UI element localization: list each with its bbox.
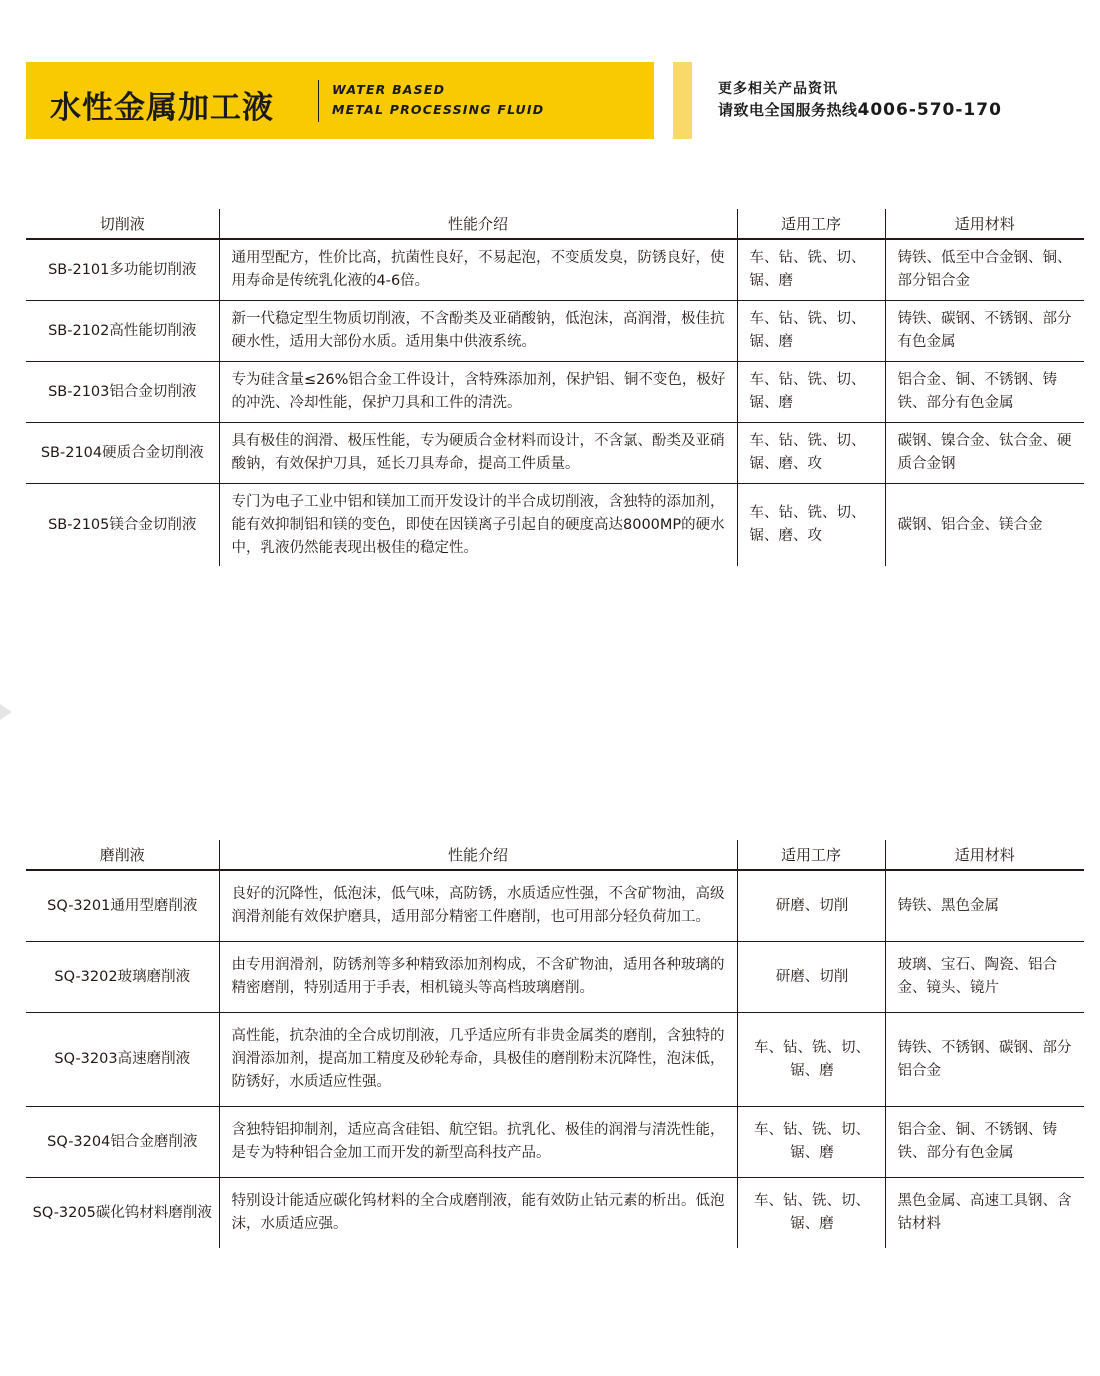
product-material: 黑色金属、高速工具钢、含钴材料 — [885, 1178, 1084, 1249]
header-description: 性能介绍 — [219, 209, 737, 239]
product-name: SB-2102高性能切削液 — [26, 301, 219, 362]
title-banner — [26, 62, 654, 139]
product-material: 玻璃、宝石、陶瓷、铝合金、镜头、镜片 — [885, 942, 1084, 1013]
product-material: 碳钢、铝合金、镁合金 — [885, 484, 1084, 567]
product-process: 车、钻、铣、切、锯、磨、攻 — [737, 484, 885, 567]
product-description: 含独特铝抑制剂，适应高含硅铝、航空铝。抗乳化、极佳的润滑与清洗性能，是专为特种铝合金加工而开发的新型高科技产品。 — [219, 1107, 737, 1178]
product-process: 车、钻、铣、切、锯、磨、攻 — [737, 423, 885, 484]
contact-line1: 更多相关产品资讯 — [718, 81, 838, 97]
product-material: 铸铁、不锈钢、碳钢、部分铝合金 — [885, 1013, 1084, 1107]
table-row — [26, 1178, 1084, 1249]
product-description: 高性能，抗杂油的全合成切削液，几乎适应所有非贵金属类的磨削，含独特的润滑添加剂，提高加工精度及砂轮寿命，具极佳的磨削粉末沉降性，泡沫低，防锈好，水质适应性强。 — [219, 1013, 737, 1107]
header-description: 性能介绍 — [219, 840, 737, 870]
english-subtitle-line2: METAL PROCESSING FLUID — [332, 102, 545, 117]
cutting-fluid-table — [26, 209, 1084, 566]
header-product: 切削液 — [26, 209, 219, 239]
grinding-fluid-table — [26, 840, 1084, 1248]
header-process: 适用工序 — [737, 840, 885, 870]
table-row — [26, 301, 1084, 362]
hotline-number[interactable]: 4006-570-170 — [857, 100, 1002, 120]
product-description: 由专用润滑剂，防锈剂等多种精致添加剂构成，不含矿物油，适用各种玻璃的精密磨削，特别适用于手表，相机镜头等高档玻璃磨削。 — [219, 942, 737, 1013]
title-divider — [318, 80, 319, 122]
product-name: SB-2101多功能切削液 — [26, 239, 219, 301]
page-title: 水性金属加工液 — [50, 90, 274, 126]
product-process: 车、钻、铣、切、锯、磨 — [737, 301, 885, 362]
table-row — [26, 423, 1084, 484]
hotline-label: 请致电全国服务热线 — [718, 101, 858, 119]
product-process: 车、钻、铣、切、锯、磨 — [737, 239, 885, 301]
product-description: 特别设计能适应碳化钨材料的全合成磨削液，能有效防止钴元素的析出。低泡沫，水质适应强。 — [219, 1178, 737, 1249]
table-row — [26, 239, 1084, 301]
table-row — [26, 942, 1084, 1013]
product-material: 铸铁、低至中合金钢、铜、部分铝合金 — [885, 239, 1084, 301]
product-name: SB-2105镁合金切削液 — [48, 516, 197, 533]
product-name: SQ-3205碳化钨材料磨削液 — [32, 1204, 212, 1221]
product-description: 具有极佳的润滑、极压性能，专为硬质合金材料而设计，不含氯、酚类及亚硝酸钠，有效保护刀具，延长刀具寿命，提高工件质量。 — [219, 423, 737, 484]
product-process: 研磨、切削 — [737, 870, 885, 942]
product-description: 新一代稳定型生物质切削液，不含酚类及亚硝酸钠，低泡沫，高润滑，极佳抗硬水性，适用大部份水质。适用集中供液系统。 — [219, 301, 737, 362]
header-process: 适用工序 — [737, 209, 885, 239]
table-header-row — [26, 840, 1084, 870]
table-row — [26, 1107, 1084, 1178]
product-material: 铝合金、铜、不锈钢、铸铁、部分有色金属 — [885, 362, 1084, 423]
contact-line2 — [718, 99, 1002, 121]
accent-bar — [673, 62, 692, 139]
product-material: 铸铁、黑色金属 — [885, 870, 1084, 942]
table-row — [26, 870, 1084, 942]
product-name: SQ-3203高速磨削液 — [26, 1013, 219, 1107]
table-header-row — [26, 209, 1084, 239]
product-name: SQ-3204铝合金磨削液 — [26, 1107, 219, 1178]
product-description: 专为硅含量≤26%铝合金工件设计，含特殊添加剂，保护铝、铜不变色，极好的冲洗、冷却性能，保护刀具和工件的清洗。 — [219, 362, 737, 423]
english-subtitle-line1: WATER BASED — [332, 82, 446, 97]
product-name: SQ-3202玻璃磨削液 — [26, 942, 219, 1013]
product-process: 车、钻、铣、切、锯、磨 — [737, 1013, 885, 1107]
contact-info — [718, 80, 1002, 121]
header-material: 适用材料 — [885, 840, 1084, 870]
english-subtitle — [332, 80, 544, 120]
table-row — [26, 484, 1084, 567]
header-material: 适用材料 — [885, 209, 1084, 239]
product-name: SB-2104硬质合金切削液 — [26, 423, 219, 484]
header-product: 磨削液 — [26, 840, 219, 870]
table-row — [26, 1013, 1084, 1107]
product-name: SB-2103铝合金切削液 — [26, 362, 219, 423]
product-process: 研磨、切削 — [737, 942, 885, 1013]
page-arrow-icon — [0, 704, 12, 720]
table-row — [26, 362, 1084, 423]
product-material: 铸铁、碳钢、不锈钢、部分有色金属 — [885, 301, 1084, 362]
product-description: 专门为电子工业中铝和镁加工而开发设计的半合成切削液，含独特的添加剂，能有效抑制铝和镁的变色，即使在因镁离子引起自的硬度高达8000MP的硬水中，乳液仍然能表现出极佳的稳定性。 — [219, 484, 737, 567]
product-description: 通用型配方，性价比高，抗菌性良好，不易起泡，不变质发臭，防锈良好，使用寿命是传统乳化液的4-6倍。 — [219, 239, 737, 301]
product-process: 车、钻、铣、切、锯、磨 — [737, 1178, 885, 1249]
product-material: 铝合金、铜、不锈钢、铸铁、部分有色金属 — [885, 1107, 1084, 1178]
product-process: 车、钻、铣、切、锯、磨 — [737, 362, 885, 423]
product-process: 车、钻、铣、切、锯、磨 — [737, 1107, 885, 1178]
product-name: SQ-3201通用型磨削液 — [26, 870, 219, 942]
product-material: 碳钢、镍合金、钛合金、硬质合金钢 — [885, 423, 1084, 484]
product-description: 良好的沉降性，低泡沫，低气味，高防锈，水质适应性强，不含矿物油，高级润滑剂能有效保护磨具，适用部分精密工件磨削，也可用部分轻负荷加工。 — [219, 870, 737, 942]
